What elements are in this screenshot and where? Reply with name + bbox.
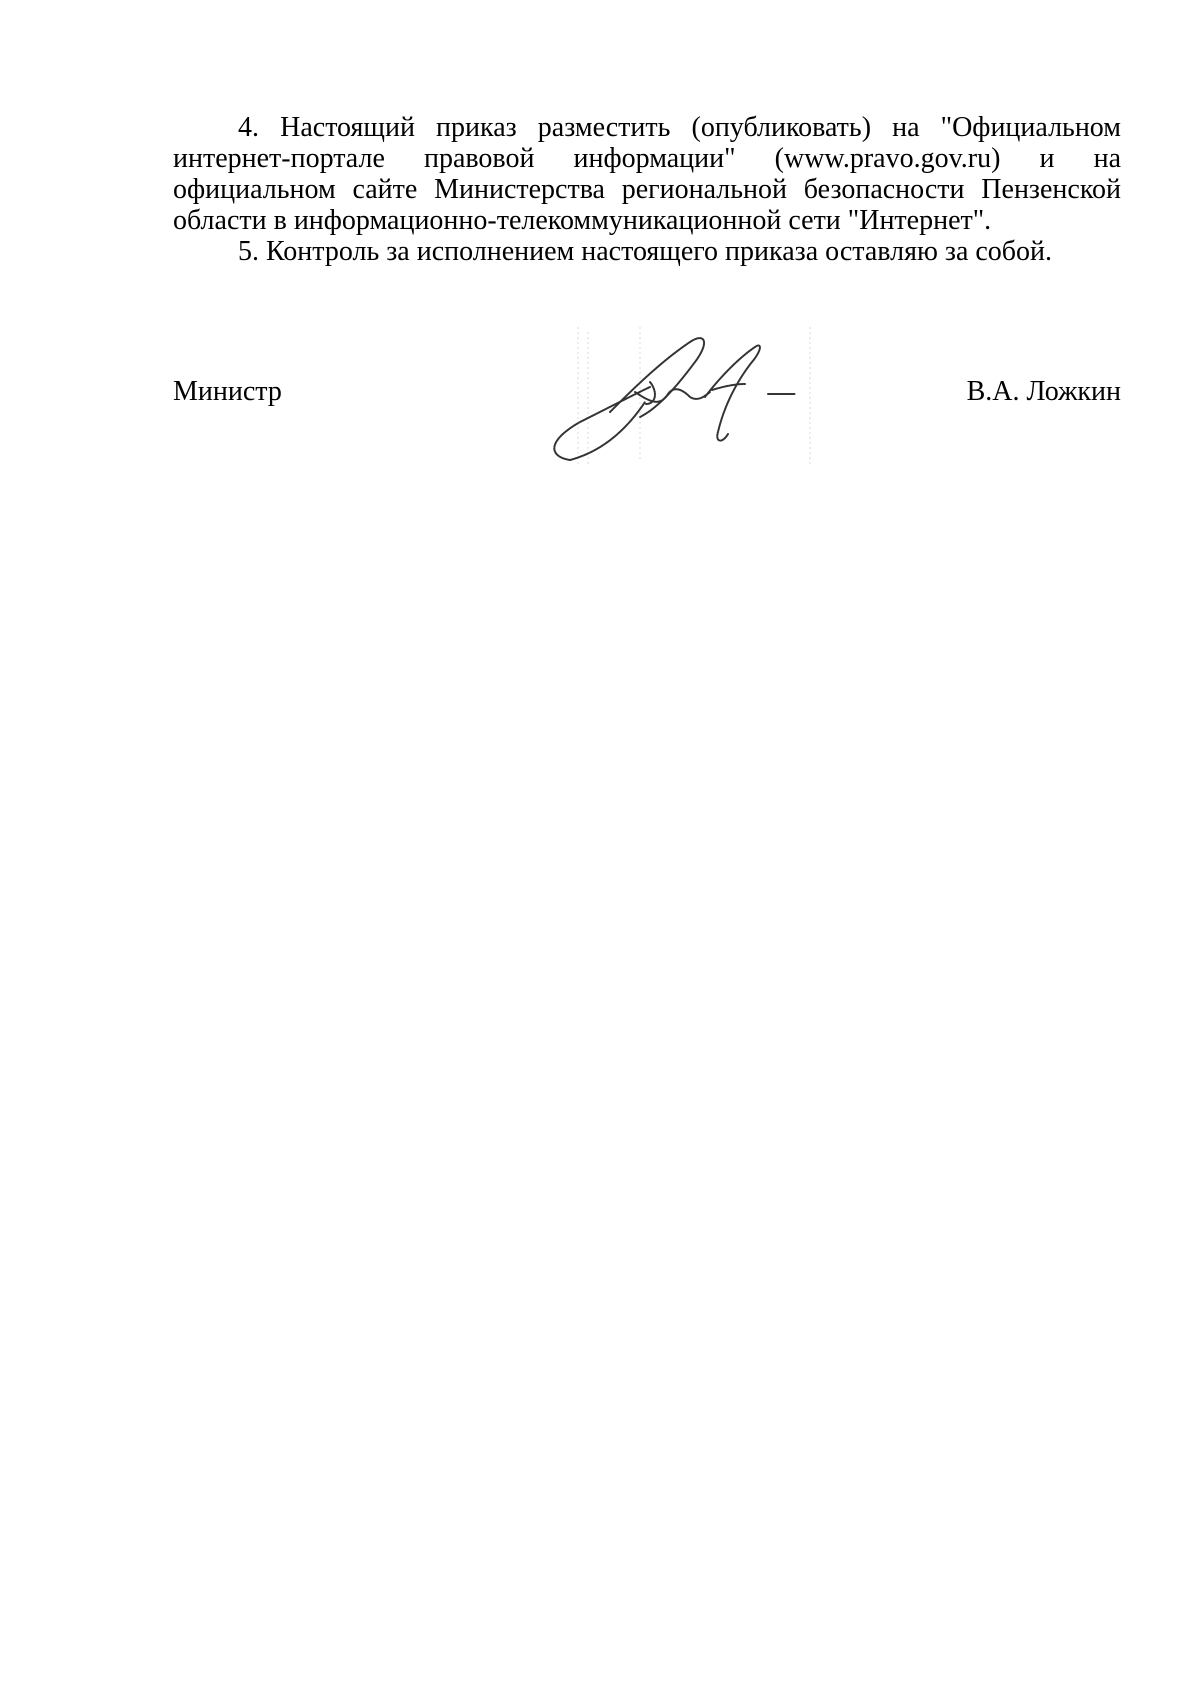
handwritten-signature (540, 322, 830, 472)
paragraph-5: 5. Контроль за исполнением настоящего приказа оставляю за собой. (238, 236, 1053, 267)
document-body (173, 112, 1121, 267)
signatory-name: В.А. Ложкин (966, 376, 1121, 407)
signatory-position: Министр (173, 376, 282, 407)
paragraph-4: 4. Настоящий приказ разместить (опубликовать) на "Официальном интернет-портале правовой информации" (www.pravo.gov.ru) и на официальном сайте Министерства региональной безопасности Пензенской области в информационно-телекоммуникационной сети "Интернет". (173, 112, 1121, 236)
